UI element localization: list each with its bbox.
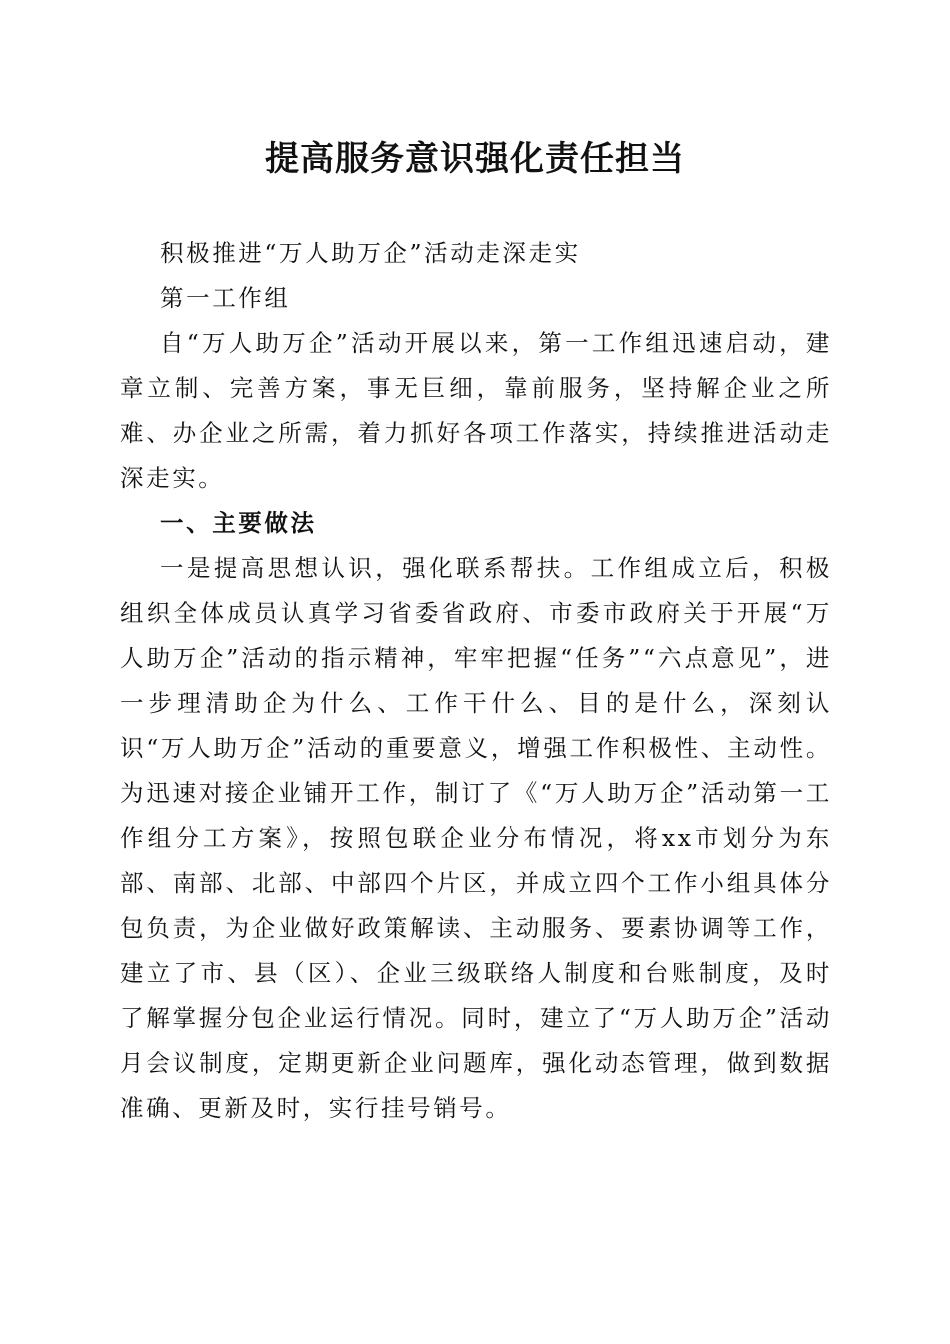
paragraph-1: [120, 546, 832, 1131]
intro-paragraph: 自“万人助万企”活动开展以来，第一工作组迅速启动，建章立制、完善方案，事无巨细，靠前服务，坚持解企业之所难、办企业之所需，着力抓好各项工作落实，持续推进活动走深走实。: [120, 329, 832, 492]
document-author: 第一工作组: [160, 284, 291, 312]
section-heading: 一、主要做法: [160, 509, 317, 537]
document-title: 提高服务意识强化责任担当: [265, 139, 685, 179]
document-subtitle: 积极推进“万人助万企”活动走深走实: [160, 239, 581, 267]
document-body: [120, 231, 832, 1131]
paragraph-1-lead: 一是提高思想认识，强化联系帮扶。: [160, 554, 591, 582]
paragraph-1-body: 工作组成立后，积极组织全体成员认真学习省委省政府、市委市政府关于开展“万人助万企”活动的指示精神，牢牢把握“任务”“六点意见”，进一步理清助企为什么、工作干什么、目的是什么，深刻认识“万人助万企”活动的重要意义，增强工作积极性、主动性。为迅速对接企业铺开工作，制订了《“万人助万企”活动第一工作组分工方案》，按照包联企业分布情况，将xx市划分为东部、南部、北部、中部四个片区，并成立四个工作小组具体分包负责，为企业做好政策解读、主动服务、要素协调等工作，建立了市、县（区）、企业三级联络人制度和台账制度，及时了解掌握分包企业运行情况。同时，建立了“万人助万企”活动月会议制度，定期更新企业问题库，强化动态管理，做到数据准确、更新及时，实行挂号销号。: [120, 554, 832, 1122]
